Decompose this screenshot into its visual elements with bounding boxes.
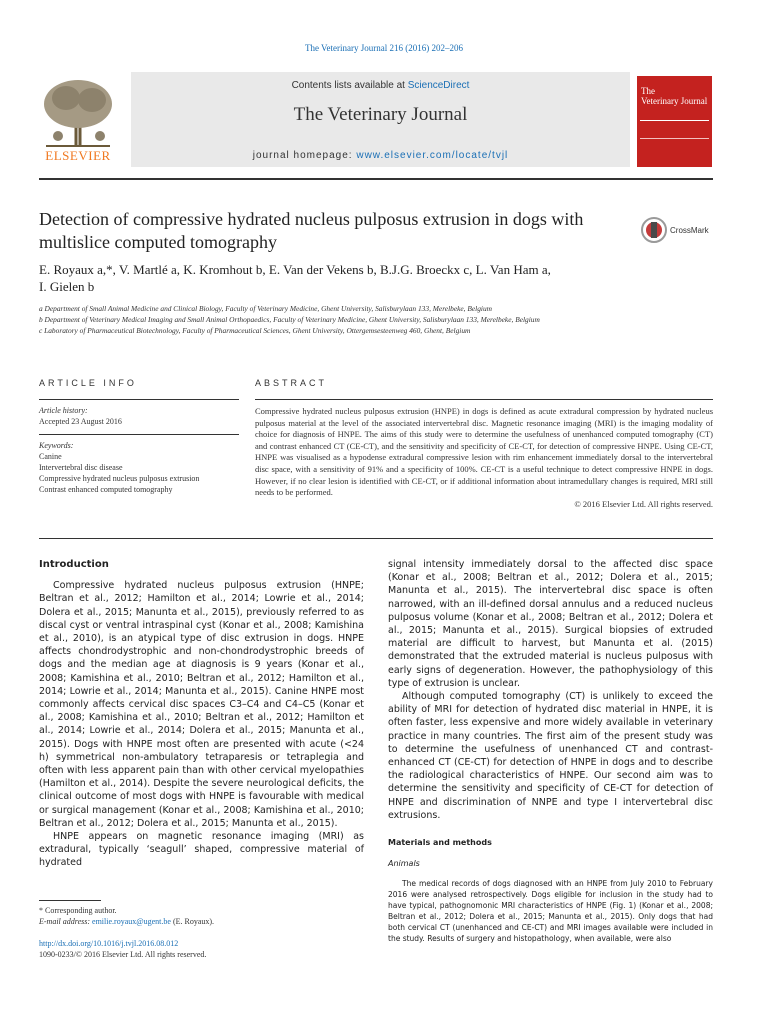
header-divider [39,178,713,180]
issn-line: 1090-0233/© 2016 Elsevier Ltd. All rights reserved. [39,950,207,959]
affiliation-a: a Department of Small Animal Medicine and Clinical Biology, Faculty of Veterinary Medicine, Ghent University, Salisburylaan 133, Merelbeke, Belgium [39,304,492,313]
introduction-heading: Introduction [39,559,109,570]
homepage-prefix: journal homepage: [252,150,357,161]
cover-title [641,86,709,106]
cover-divider [640,120,709,121]
body-paragraph: Compressive hydrated nucleus pulposus extrusion (HNPE; Beltran et al., 2012; Hamilton et al., 2014; Lowrie et al., 2014; Dolera et al., 2015; Manunta et al., 2015), previously referred to as discal cyst or ventral intraspinal cyst (Konar et al., 2008; Kamishina et al., 2010), is an atypical type of disc extrusion in dogs. HNPE affects chondrodystrophic and non-chondrodystrophic breeds of dogs and the median age at diagnosis is 9 years (Konar et al., 2008; Kamishina et al., 2010; Beltran et al., 2012; Hamilton et al., 2014; Lowrie et al., 2014; Manunta et al., 2015). Canine HNPE most commonly affects cervical disc spaces C3–C4 and C4–C5 (Konar et al., 2008; Kamishina et al., 2010; Beltran et al., 2012; Hamilton et al., 2014; Lowrie et al., 2014; Dolera et al., 2015; Manunta et al., 2015). Dogs with HNPE most often are presented with acute (<24 h) symmetrical non-ambulatory tetraparesis or tetraplegia and often with less apparent pain than with other cervical myelopathies (Hamilton et al., 2014). Despite the severe neurological deficits, the clinical outcome of most dogs with HNPE is favourable with medical or surgical management (Konar et al., 2008; Kamishina et al., 2010; Beltran et al., 2012; Dolera et al., 2015; Manunta et al., 2015). [39,580,364,829]
keywords-block [39,440,239,495]
abstract-text: Compressive hydrated nucleus pulposus extrusion (HNPE) in dogs is defined as acute extradural compression by hydrated nucleus pulposus material at the level of the associated intervertebral disc. Magnetic resonance imaging (MRI) is the imaging modality of choice for diagnosis of HNPE. The aims of this study were to determine the usefulness of unenhanced computed tomography (CT) and contrast enhanced CT (CE-CT), and the sensitivity and specificity of CE-CT, for detection of compressive HNPE. Using CE-CT, HNPE was visualised as a hypodense extradural compressive lesion with rim enhancement immediately dorsal to the intervertebral disc space, with a sensitivity of 91% and a specificity of 100%. CE-CT is a useful technique to detect compressive HNPE in dogs. However, if no clear lesion is identified with CE-CT, or if additional information about intramedullary changes is required, MRI still needs to be performed. [255,406,713,498]
animals-heading: Animals [388,859,420,869]
author-line: E. Royaux a,*, V. Martlé a, K. Kromhout b, E. Van der Vekens b, B.J.G. Broeckx c, L. Van Ham a, [39,262,551,277]
journal-title: The Veterinary Journal [293,104,468,125]
methods-heading: Materials and methods [388,838,492,848]
contents-prefix: Contents lists available at [291,80,408,91]
abstract-heading: ABSTRACT [255,378,328,388]
keywords-label: Keywords: [39,441,74,450]
contents-line [131,80,630,91]
email-suffix: (E. Royaux). [170,917,215,926]
article-info-rule [39,434,239,435]
author-list [39,261,679,295]
body-paragraph: The medical records of dogs diagnosed with an HNPE from July 2010 to February 2016 were analysed retrospectively. Dogs eligible for inclusion in the study had to have typical, pathognomonic MRI characteristics of HNPE (Fig. 1) (Konar et al., 2008; Beltran et al., 2012; Dolera et al., 2015; Manunta et al., 2015). Only dogs that had both cervical CT (unenhanced and CE-CT) and MRI images available were included in the study. Results of surgery and histopathology, when available, were also [388,879,713,944]
affiliation-c: c Laboratory of Pharmaceutical Biotechnology, Faculty of Pharmaceutical Sciences, Ghent University, Ottergemsesteenweg 460, Ghent, Belgium [39,326,471,335]
body-paragraph: Although computed tomography (CT) is unlikely to exceed the ability of MRI for detection of hydrated disc material in HNPE, it is often faster, less expensive and more widely available in veterinary practice in many countries. The first aim of the present study was to determine the usefulness of unenhanced CT and contrast-enhanced CT (CE-CT) for detection of HNPE in dogs and to describe the radiological characteristics of HNPE. Our second aim was to determine the sensitivity and specificity of CE-CT for detection of HNPE and discrimination of NNPE and type I intervertebral disc extrusions. [388,691,713,821]
body-right-column [388,558,713,944]
homepage-link[interactable]: www.elsevier.com/locate/tvjl [356,150,509,161]
sciencedirect-link[interactable]: ScienceDirect [407,80,470,91]
corresponding-author-note: * Corresponding author. [39,906,117,915]
journal-cover-thumbnail[interactable] [637,76,712,167]
email-label: E-mail address: [39,917,93,926]
doi-block [39,938,206,960]
article-info-rule [39,399,239,400]
article-info-heading: ARTICLE INFO [39,378,137,388]
abstract-copyright: © 2016 Elsevier Ltd. All rights reserved. [574,498,713,509]
abstract-rule [255,399,713,400]
body-paragraph: HNPE appears on magnetic resonance imaging (MRI) as extradural, typically ‘seagull’ shaped, compressive material of hydrated [39,831,364,869]
body-paragraph: signal intensity immediately dorsal to the affected disc space (Konar et al., 2008; Beltran et al., 2012; Dolera et al., 2015; Manunta et al., 2015). The intervertebral disc space is often narrowed, with an ill-defined dorsal annulus and a reduced nucleus pulposus volume (Konar et al., 2008; Beltran et al., 2012; Dolera et al., 2015; Manunta et al., 2015). Surgical biopsies of extruded material are difficult to harvest, but Manunta et al. (2015) demonstrated that the extruded material is nucleus pulposus with early signs of degeneration. However, the pathophysiology of this type of extrusion is unclear. [388,559,713,689]
footnote-rule [39,900,101,901]
cover-title-line1: The [641,86,655,96]
abstract [255,406,713,510]
homepage-line [131,150,630,161]
keyword: Contrast enhanced computed tomography [39,485,173,494]
crossmark-label[interactable]: CrossMark [670,226,709,235]
footnote [39,905,359,927]
journal-citation[interactable]: The Veterinary Journal 216 (2016) 202–206 [304,43,464,53]
doi-link[interactable]: http://dx.doi.org/10.1016/j.tvjl.2016.08.012 [39,939,179,948]
article-title: Detection of compressive hydrated nucleus pulposus extrusion in dogs with multislice computed tomography [39,209,584,252]
accepted-date: Accepted 23 August 2016 [39,417,122,426]
keyword: Intervertebral disc disease [39,463,123,472]
affiliations [39,303,599,336]
history-label: Article history: [39,406,88,415]
abstract-bottom-rule [39,538,713,539]
cover-divider [640,138,709,139]
body-left-column [39,558,364,870]
email-line [39,916,359,927]
affiliation-b: b Department of Veterinary Medical Imaging and Small Animal Orthopaedics, Faculty of Veterinary Medicine, Ghent University, Salisburylaan 133, Merelbeke, Belgium [39,315,540,324]
cover-title-line2: Veterinary Journal [641,96,708,106]
email-link[interactable]: emilie.royaux@ugent.be [92,917,171,926]
keyword: Compressive hydrated nucleus pulposus extrusion [39,474,200,483]
elsevier-wordmark: ELSEVIER [45,148,111,163]
author-line: I. Gielen b [39,279,95,294]
keyword: Canine [39,452,62,461]
article-history [39,405,239,427]
